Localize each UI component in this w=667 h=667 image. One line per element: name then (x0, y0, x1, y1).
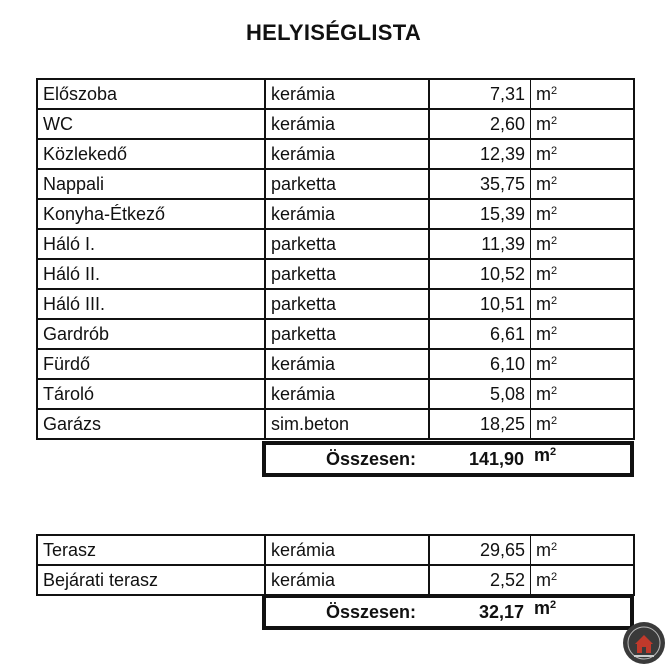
total-label: Összesen: (326, 602, 417, 622)
room-material: kerámia (265, 565, 429, 595)
room-area: 15,39 (429, 199, 531, 229)
room-material: sim.beton (265, 409, 429, 439)
room-unit: $m^2$ (531, 289, 635, 319)
table-row (37, 79, 634, 109)
table-row (37, 199, 634, 229)
room-name: Közlekedő (37, 139, 265, 169)
room-name: Bejárati terasz (37, 565, 265, 595)
room-unit: $m^2$ (531, 409, 635, 439)
room-area: 7,31 (429, 79, 531, 109)
room-unit: $m^2$ (531, 169, 635, 199)
room-area: 35,75 (429, 169, 531, 199)
room-unit: $m^2$ (531, 259, 635, 289)
room-unit: $m^2$ (531, 319, 635, 349)
room-area: 6,61 (429, 319, 531, 349)
table-row (37, 229, 634, 259)
room-unit: $m^2$ (531, 109, 635, 139)
room-name: Nappali (37, 169, 265, 199)
terrace-total (262, 594, 634, 630)
room-material: parketta (265, 289, 429, 319)
room-area: 12,39 (429, 139, 531, 169)
room-material: kerámia (265, 199, 429, 229)
table-row (37, 259, 634, 289)
room-name: Konyha-Étkező (37, 199, 265, 229)
table-row (37, 169, 634, 199)
room-name: Gardrób (37, 319, 265, 349)
room-material: parketta (265, 259, 429, 289)
total-label: Összesen: (326, 449, 417, 469)
room-area: 5,08 (429, 379, 531, 409)
room-material: kerámia (265, 349, 429, 379)
room-area: 2,60 (429, 109, 531, 139)
room-area: 18,25 (429, 409, 531, 439)
room-unit: $m^2$ (531, 79, 635, 109)
room-unit: $m^2$ (531, 379, 635, 409)
room-name: WC (37, 109, 265, 139)
table-row (37, 409, 634, 439)
room-unit: $m^2$ (531, 535, 635, 565)
table-row (37, 139, 634, 169)
room-name: Garázs (37, 409, 265, 439)
room-material: kerámia (265, 139, 429, 169)
room-name: Háló I. (37, 229, 265, 259)
room-material: parketta (265, 319, 429, 349)
room-material: parketta (265, 229, 429, 259)
room-area: 6,10 (429, 349, 531, 379)
room-area: 10,51 (429, 289, 531, 319)
table-row (37, 319, 634, 349)
room-unit: $m^2$ (531, 139, 635, 169)
table-row (37, 349, 634, 379)
room-name: Terasz (37, 535, 265, 565)
table-row (37, 289, 634, 319)
room-name: Fürdő (37, 349, 265, 379)
terrace-table (36, 534, 635, 596)
room-area: 11,39 (429, 229, 531, 259)
room-table (36, 78, 635, 440)
room-area: 2,52 (429, 565, 531, 595)
room-unit: $m^2$ (531, 229, 635, 259)
room-material: kerámia (265, 379, 429, 409)
total-unit: $m^2$ (534, 598, 557, 618)
room-material: kerámia (265, 109, 429, 139)
table-row (37, 535, 634, 565)
table-row (37, 379, 634, 409)
room-material: parketta (265, 169, 429, 199)
room-unit: $m^2$ (531, 349, 635, 379)
room-name: Háló II. (37, 259, 265, 289)
room-name: Előszoba (37, 79, 265, 109)
total-value: 32,17 (478, 602, 524, 622)
table-row (37, 109, 634, 139)
room-material: kerámia (265, 79, 429, 109)
room-material: kerámia (265, 535, 429, 565)
room-area: 29,65 (429, 535, 531, 565)
page-title: HELYISÉGLISTA (245, 20, 422, 45)
room-unit: $m^2$ (531, 199, 635, 229)
company-logo-icon (623, 622, 665, 664)
total-unit: $m^2$ (534, 445, 557, 465)
room-name: Háló III. (37, 289, 265, 319)
room-name: Tároló (37, 379, 265, 409)
room-area: 10,52 (429, 259, 531, 289)
total-value: 141,90 (468, 449, 524, 469)
table-row (37, 565, 634, 595)
room-total (262, 441, 634, 477)
room-unit: $m^2$ (531, 565, 635, 595)
